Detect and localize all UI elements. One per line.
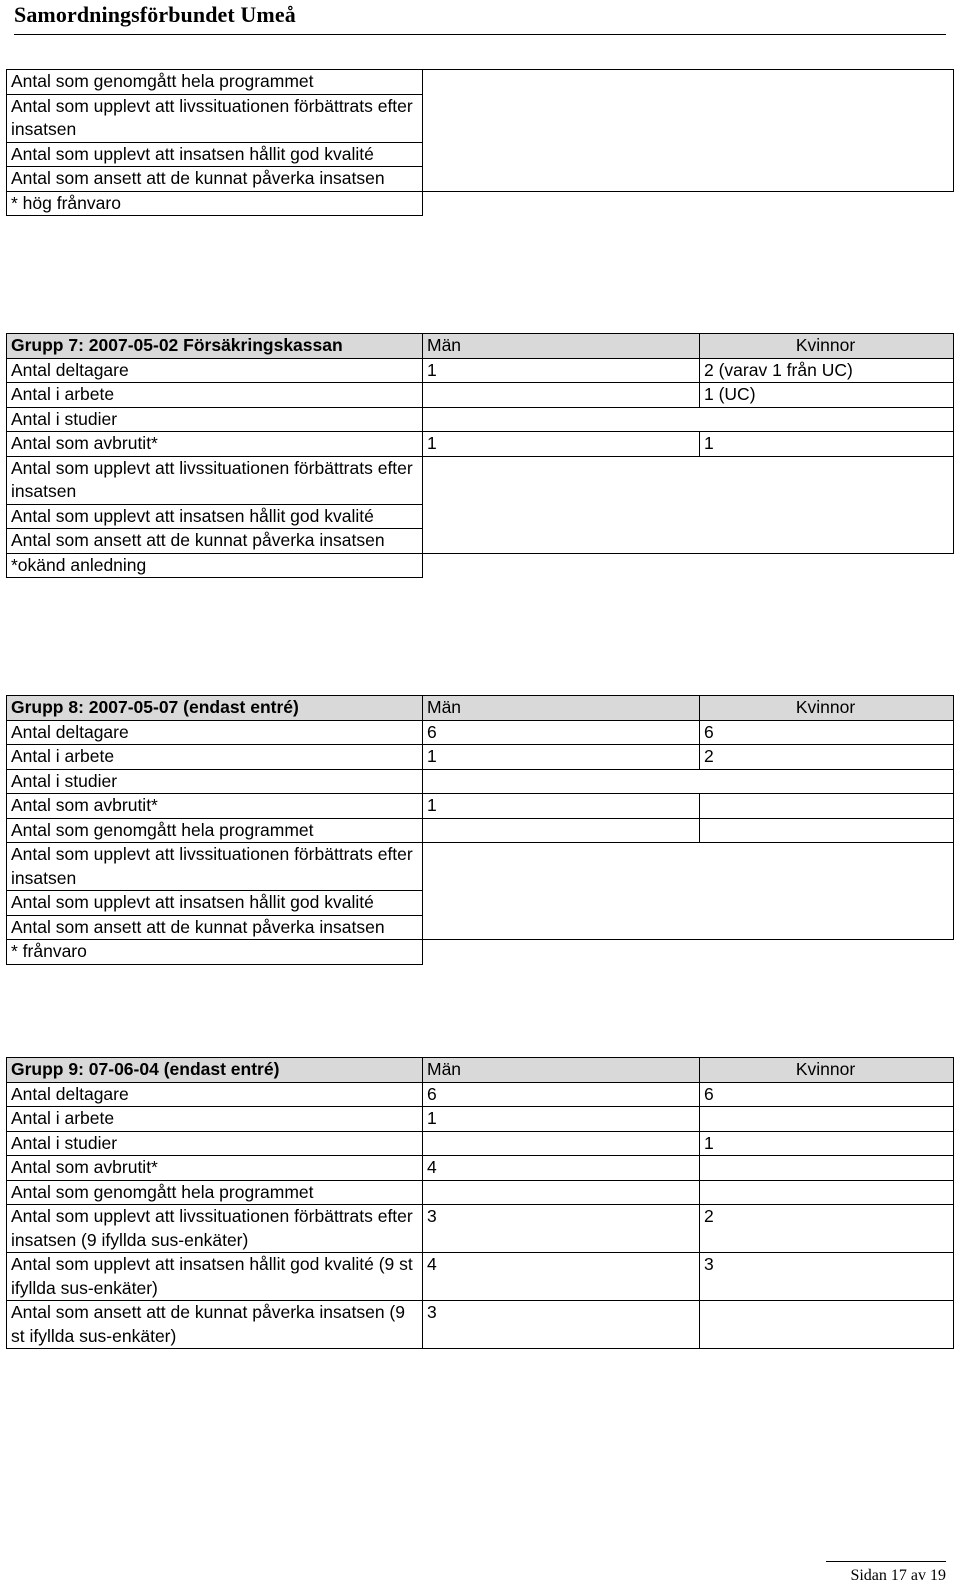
table-row [7, 1156, 954, 1181]
empty-cell [423, 843, 954, 940]
header-rule [14, 34, 946, 35]
table-row [7, 358, 954, 383]
row-label: Antal i arbete [7, 383, 423, 408]
table-row [7, 843, 954, 891]
table-note-row [7, 940, 954, 965]
women-value [700, 1301, 954, 1349]
row-label: Antal som avbrutit* [7, 1156, 423, 1181]
row-label: Antal som upplevt att livssituationen förbättrats efter insatsen [7, 94, 423, 142]
table-row [7, 432, 954, 457]
women-value: 6 [700, 720, 954, 745]
group-title: Grupp 8: 2007-05-07 (endast entré) [7, 696, 423, 721]
table-row [7, 1253, 954, 1301]
column-header-men: Män [423, 696, 700, 721]
group-table-continued [6, 69, 954, 216]
empty-cell [423, 407, 954, 432]
empty-cell [423, 456, 954, 553]
group-title: Grupp 9: 07-06-04 (endast entré) [7, 1058, 423, 1083]
table-header-row [7, 696, 954, 721]
men-value: 6 [423, 1082, 700, 1107]
women-value: 2 (varav 1 från UC) [700, 358, 954, 383]
table-note: * frånvaro [7, 940, 423, 965]
table-row [7, 407, 954, 432]
table-row [7, 769, 954, 794]
column-header-men: Män [423, 1058, 700, 1083]
men-value [423, 1180, 700, 1205]
women-value: 3 [700, 1253, 954, 1301]
table-header-row [7, 334, 954, 359]
table-row [7, 745, 954, 770]
row-label: Antal deltagare [7, 1082, 423, 1107]
column-header-women: Kvinnor [700, 1058, 954, 1083]
table-row [7, 1107, 954, 1132]
row-label: Antal i arbete [7, 745, 423, 770]
row-label: Antal som upplevt att insatsen hållit god kvalité [7, 504, 423, 529]
empty-cell [423, 769, 954, 794]
row-label: Antal som upplevt att insatsen hållit god kvalité [7, 891, 423, 916]
men-value: 3 [423, 1205, 700, 1253]
table-note-row [7, 191, 954, 216]
row-label: Antal som upplevt att livssituationen förbättrats efter insatsen [7, 843, 423, 891]
women-value: 1 (UC) [700, 383, 954, 408]
row-label: Antal som upplevt att livssituationen förbättrats efter insatsen (9 ifyllda sus-enkäter) [7, 1205, 423, 1253]
table-row [7, 794, 954, 819]
table-row [7, 1131, 954, 1156]
men-value: 1 [423, 1107, 700, 1132]
men-value: 4 [423, 1253, 700, 1301]
row-label: Antal som avbrutit* [7, 432, 423, 457]
row-label: Antal som avbrutit* [7, 794, 423, 819]
row-label: Antal som ansett att de kunnat påverka insatsen [7, 167, 423, 192]
empty-cell [423, 70, 954, 192]
row-label: Antal som upplevt att insatsen hållit god kvalité (9 st ifyllda sus-enkäter) [7, 1253, 423, 1301]
table-row [7, 1205, 954, 1253]
page-number: Sidan 17 av 19 [850, 1567, 946, 1584]
women-value: 1 [700, 432, 954, 457]
women-value: 6 [700, 1082, 954, 1107]
men-value [423, 818, 700, 843]
page-header-title: Samordningsförbundet Umeå [14, 2, 296, 27]
women-value: 2 [700, 745, 954, 770]
group-7-table [6, 333, 954, 578]
table-note-row [7, 553, 954, 578]
row-label: Antal som ansett att de kunnat påverka insatsen [7, 529, 423, 554]
table-row [7, 383, 954, 408]
row-label: Antal som genomgått hela programmet [7, 1180, 423, 1205]
table-row [7, 818, 954, 843]
table-note: *okänd anledning [7, 553, 423, 578]
table-header-row [7, 1058, 954, 1083]
column-header-women: Kvinnor [700, 696, 954, 721]
men-value [423, 1131, 700, 1156]
table-row [7, 1082, 954, 1107]
row-label: Antal i arbete [7, 1107, 423, 1132]
women-value [700, 1156, 954, 1181]
row-label: Antal som genomgått hela programmet [7, 70, 423, 95]
table-note: * hög frånvaro [7, 191, 423, 216]
table-row [7, 720, 954, 745]
group-title: Grupp 7: 2007-05-02 Försäkringskassan [7, 334, 423, 359]
row-label: Antal som ansett att de kunnat påverka insatsen (9 st ifyllda sus-enkäter) [7, 1301, 423, 1349]
row-label: Antal som upplevt att insatsen hållit god kvalité [7, 142, 423, 167]
row-label: Antal som upplevt att livssituationen förbättrats efter insatsen [7, 456, 423, 504]
men-value: 1 [423, 432, 700, 457]
women-value [700, 794, 954, 819]
men-value: 4 [423, 1156, 700, 1181]
row-label: Antal deltagare [7, 358, 423, 383]
women-value [700, 1107, 954, 1132]
women-value: 2 [700, 1205, 954, 1253]
column-header-men: Män [423, 334, 700, 359]
row-label: Antal som genomgått hela programmet [7, 818, 423, 843]
men-value: 3 [423, 1301, 700, 1349]
row-label: Antal deltagare [7, 720, 423, 745]
women-value: 1 [700, 1131, 954, 1156]
row-label: Antal i studier [7, 407, 423, 432]
table-row [7, 1180, 954, 1205]
group-8-table [6, 695, 954, 965]
table-row [7, 70, 954, 95]
table-row [7, 456, 954, 504]
women-value [700, 1180, 954, 1205]
men-value: 1 [423, 358, 700, 383]
women-value [700, 818, 954, 843]
footer-rule [826, 1561, 946, 1562]
men-value [423, 383, 700, 408]
row-label: Antal som ansett att de kunnat påverka insatsen [7, 915, 423, 940]
row-label: Antal i studier [7, 769, 423, 794]
men-value: 1 [423, 794, 700, 819]
men-value: 6 [423, 720, 700, 745]
table-row [7, 1301, 954, 1349]
row-label: Antal i studier [7, 1131, 423, 1156]
group-9-table [6, 1057, 954, 1349]
column-header-women: Kvinnor [700, 334, 954, 359]
men-value: 1 [423, 745, 700, 770]
